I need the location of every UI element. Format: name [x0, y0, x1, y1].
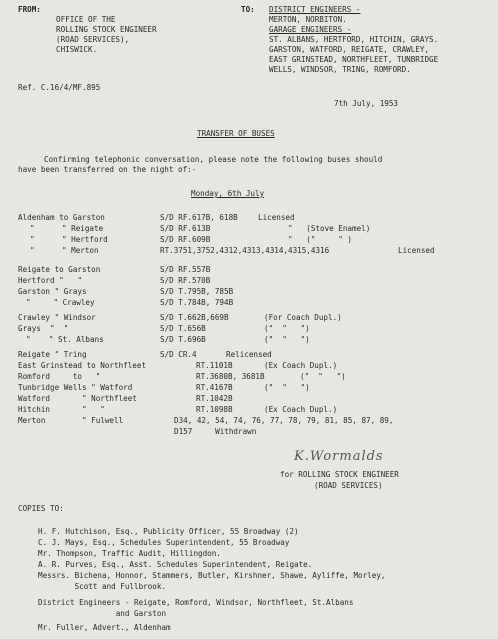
transfer-note: Licensed — [398, 246, 435, 255]
transfer-note: (" " ") — [264, 335, 310, 344]
copy-recipient: C. J. Mays, Esq., Schedules Superintendent, 55 Broadway — [38, 538, 290, 547]
transfer-note: (For Coach Dupl.) — [264, 313, 342, 322]
transfer-buses: S/D RF.613B — [160, 224, 211, 233]
transfer-route: Crawley " Windsor — [18, 313, 96, 322]
transfer-note: Licensed — [258, 213, 295, 222]
transfer-route: Tunbridge Wells " Watford — [18, 383, 133, 392]
to-line: DISTRICT ENGINEERS - — [269, 5, 361, 14]
transfer-buses: RT.1098B — [196, 405, 233, 414]
transfer-buses: RT.3680B, 3681B — [196, 372, 265, 381]
transfer-buses: RT.1042B — [196, 394, 233, 403]
from-line: (ROAD SERVICES), — [56, 35, 130, 44]
transfer-buses: S/D T.795B, 785B — [160, 287, 234, 296]
transfer-note: (Ex Coach Dupl.) — [264, 405, 338, 414]
transfer-buses: RT.4167B — [196, 383, 233, 392]
transfer-note: (Ex Coach Dupl.) — [264, 361, 338, 370]
transfer-buses: S/D T.656B — [160, 324, 206, 333]
to-line: GARSTON, WATFORD, REIGATE, CRAWLEY, — [269, 45, 430, 54]
transfer-note: (" " ") — [264, 383, 310, 392]
transfer-buses: S/D RF.617B, 618B — [160, 213, 238, 222]
signature-dept-line: (ROAD SERVICES) — [314, 481, 383, 490]
transfer-route: Hitchin " " — [18, 405, 105, 414]
handwritten-signature: K.Wormalds — [294, 449, 384, 464]
to-label: TO: — [241, 5, 255, 14]
copy-recipient: Scott and Fullbrook. — [38, 582, 167, 591]
to-line: GARAGE ENGINEERS - — [269, 25, 352, 34]
memo-date: 7th July, 1953 — [334, 99, 399, 108]
copy-recipient: Messrs. Bichena, Honnor, Stammers, Butler, Kirshner, Shawe, Ayliffe, Morley, — [38, 571, 386, 580]
copy-recipient: A. R. Purves, Esq., Asst. Schedules Superintendent, Reigate. — [38, 560, 313, 569]
to-line: EAST GRINSTEAD, NORTHFLEET, TUNBRIDGE — [269, 55, 439, 64]
to-line: MERTON, NORBITON. — [269, 15, 347, 24]
transfer-route: Merton " Fulwell — [18, 416, 124, 425]
transfer-route: Reigate to Garston — [18, 265, 101, 274]
transfer-note: " (Stove Enamel) — [288, 224, 371, 233]
transfer-route: " " Merton — [30, 246, 99, 255]
transfer-note: Relicensed — [226, 350, 272, 359]
transfer-buses: S/D CR.4 — [160, 350, 197, 359]
transfer-route: Watford " Northfleet — [18, 394, 137, 403]
transfer-route: Aldenham to Garston — [18, 213, 105, 222]
transfer-buses: S/D T.662B,669B — [160, 313, 229, 322]
from-line: OFFICE OF THE — [56, 15, 116, 24]
memo-title: TRANSFER OF BUSES — [197, 129, 275, 138]
transfer-buses: D34, 42, 54, 74, 76, 77, 78, 79, 81, 85, 87, 89, — [174, 416, 394, 425]
transfer-buses: RT.3751,3752,4312,4313,4314,4315,4316 — [160, 246, 330, 255]
copies-label: COPIES TO: — [18, 504, 64, 513]
transfer-note: (" " ") — [300, 372, 346, 381]
transfer-buses: S/D T.696B — [160, 335, 206, 344]
transfer-route: Hertford " " — [18, 276, 83, 285]
from-line: CHISWICK. — [56, 45, 98, 54]
transfer-continuation: D157 Withdrawn — [174, 427, 257, 436]
transfer-route: Reigate " Tring — [18, 350, 87, 359]
transfer-route: Grays " " — [18, 324, 69, 333]
from-line: ROLLING STOCK ENGINEER — [56, 25, 157, 34]
to-line: WELLS, WINDSOR, TRING, ROMFORD. — [269, 65, 411, 74]
reference-number: Ref. C.16/4/MF.895 — [18, 83, 101, 92]
transfer-route: " " St. Albans — [26, 335, 104, 344]
transfer-buses: S/D RF.609B — [160, 235, 211, 244]
transfer-buses: S/D T.784B, 794B — [160, 298, 234, 307]
to-line: ST. ALBANS, HERTFORD, HITCHIN, GRAYS. — [269, 35, 439, 44]
copy-recipient: Mr. Fuller, Advert., Aldenham — [38, 623, 171, 632]
transfer-note: (" " ") — [264, 324, 310, 333]
signature-for-line: for ROLLING STOCK ENGINEER — [280, 470, 399, 479]
from-label: FROM: — [18, 5, 41, 14]
transfer-buses: S/D RF.557B — [160, 265, 211, 274]
copy-recipient: H. F. Hutchison, Esq., Publicity Officer, 55 Broadway (2) — [38, 527, 299, 536]
transfer-day: Monday, 6th July — [191, 189, 265, 198]
copy-recipient: Mr. Thompson, Traffic Audit, Hillingdon. — [38, 549, 221, 558]
transfer-buses: S/D RF.570B — [160, 276, 211, 285]
transfer-route: East Grinstead to Northfleet — [18, 361, 147, 370]
copy-recipient: District Engineers - Reigate, Romford, Windsor, Northfleet, St.Albans — [38, 598, 354, 607]
transfer-route: Garston " Grays — [18, 287, 87, 296]
transfer-route: " " Crawley — [26, 298, 95, 307]
transfer-route: " " Reigate — [30, 224, 104, 233]
transfer-route: Romford to " — [18, 372, 101, 381]
transfer-route: " " Hertford — [30, 235, 108, 244]
transfer-buses: RT.1101B — [196, 361, 233, 370]
intro-line: Confirming telephonic conversation, please note the following buses should — [44, 155, 383, 164]
copy-recipient: and Garston — [38, 609, 167, 618]
transfer-note: " (" " ) — [288, 235, 353, 244]
intro-line: have been transferred on the night of:- — [18, 165, 197, 174]
